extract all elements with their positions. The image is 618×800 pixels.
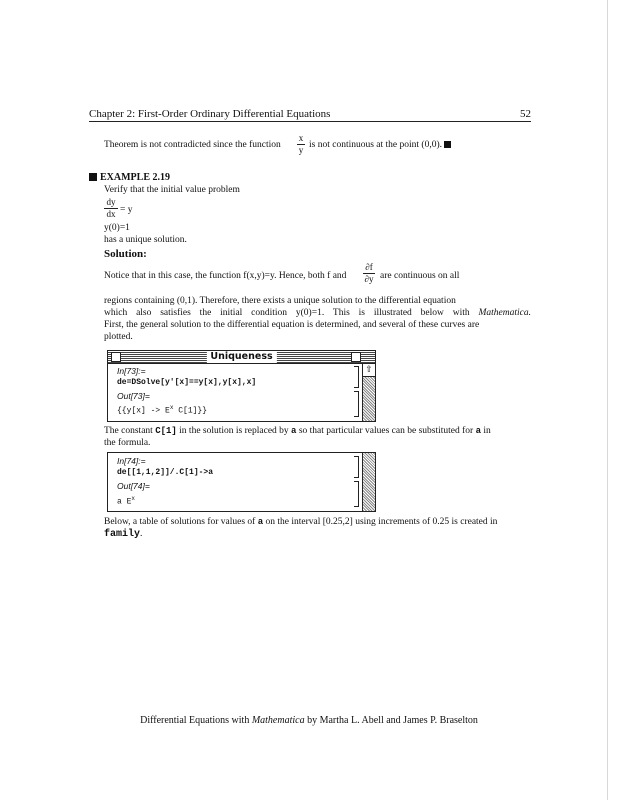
fraction-numerator: x: [298, 133, 304, 143]
partial-denominator: ∂y: [364, 274, 374, 284]
output-cell-bracket[interactable]: [354, 391, 359, 417]
constant-text-end: in: [483, 426, 491, 436]
initial-condition: y(0)=1: [104, 223, 130, 233]
window-title: Uniqueness: [206, 351, 276, 363]
constant-text-after: so that particular values can be substituted for: [298, 426, 474, 436]
partial-fraction: [363, 263, 375, 284]
ode-fraction: [104, 198, 118, 219]
vertical-scrollbar[interactable]: [362, 377, 375, 421]
output-label: Out[74]=: [117, 481, 150, 491]
page-footer: [0, 715, 618, 726]
output-code: [117, 495, 135, 507]
notebook-window-uniqueness: [107, 350, 376, 422]
solution-line4: First, the general solution to the differential equation is determined, and several of these curves are: [104, 320, 480, 330]
example-heading: [89, 172, 170, 184]
ode-denominator: dx: [106, 209, 116, 219]
footer-text-after: by Martha L. Abell and James P. Braselton: [307, 715, 478, 726]
page-edge-line: [607, 0, 608, 800]
notebook-window-cell-74: [107, 452, 376, 512]
example-square-icon: [89, 173, 97, 181]
solution-line3-italic: Mathematica.: [478, 308, 531, 318]
input-code[interactable]: de[[1,1,2]]/.C[1]->a: [117, 468, 214, 477]
constant-text-line1: [104, 425, 491, 437]
ode-numerator: dy: [106, 197, 116, 207]
solution-line1-before: Notice that in this case, the function f(x,y)=y. Hence, both f and: [104, 271, 347, 281]
below-code-a: a: [257, 517, 264, 527]
output-label: Out[73]=: [117, 391, 150, 401]
below-code-family: family: [104, 529, 141, 540]
zoom-box-icon[interactable]: [351, 352, 361, 362]
output-exponent: x: [131, 495, 136, 502]
example-claim: has a unique solution.: [104, 235, 187, 245]
page-number: 52: [520, 108, 531, 120]
constant-text-before: The constant: [104, 426, 153, 436]
constant-text-line2: the formula.: [104, 438, 151, 448]
output-cell-bracket[interactable]: [354, 481, 359, 507]
header-rule: [89, 121, 531, 122]
example-intro: Verify that the initial value problem: [104, 185, 240, 195]
end-of-proof-square-icon: [444, 141, 451, 148]
theorem-text-before: Theorem is not contradicted since the function: [104, 140, 281, 150]
input-cell-bracket[interactable]: [354, 366, 359, 388]
partial-numerator: ∂f: [365, 262, 373, 272]
input-label: In[74]:=: [117, 456, 146, 466]
below-text-end: .: [140, 529, 143, 539]
constant-text-middle: in the solution is replaced by: [179, 426, 289, 436]
below-text-line1: [104, 516, 497, 528]
theorem-fraction: [297, 134, 305, 155]
solution-heading: Solution:: [104, 248, 147, 260]
solution-line2: regions containing (0,1). Therefore, there exists a unique solution to the differential equation: [104, 296, 456, 306]
footer-italic: Mathematica: [251, 715, 305, 726]
scroll-up-arrow-icon[interactable]: ⇧: [362, 364, 375, 377]
output-code-tail: C[1]}}: [173, 406, 208, 416]
example-heading-label: EXAMPLE 2.19: [100, 172, 170, 183]
vertical-scrollbar[interactable]: [362, 453, 375, 511]
output-exponent: x: [169, 404, 174, 411]
theorem-text-after-label: is not continuous at the point (0,0).: [309, 140, 442, 150]
solution-line3: [104, 307, 531, 319]
fraction-denominator: y: [298, 145, 304, 155]
output-code-main: a E: [117, 497, 132, 507]
solution-line1-after: are continuous on all: [380, 271, 460, 281]
constant-code-c1: C[1]: [155, 426, 177, 436]
constant-code-a: a: [291, 426, 297, 436]
output-code: [117, 404, 207, 416]
below-text-after: on the interval [0.25,2] using increments of 0.25 is created in: [265, 517, 498, 527]
input-code[interactable]: de=DSolve[y'[x]==y[x],y[x],x]: [117, 378, 257, 387]
constant-code-a-second: a: [475, 426, 481, 436]
solution-line5: plotted.: [104, 332, 133, 342]
below-text-line2: [104, 528, 142, 541]
chapter-title: Chapter 2: First-Order Ordinary Differential Equations: [89, 108, 331, 120]
input-cell-bracket[interactable]: [354, 456, 359, 478]
output-code-main: {{y[x] -> E: [117, 406, 170, 416]
window-title-bar[interactable]: [108, 351, 375, 364]
below-text-before: Below, a table of solutions for values of: [104, 517, 256, 527]
ode-rhs: = y: [120, 205, 133, 215]
close-box-icon[interactable]: [111, 352, 121, 362]
footer-text-before: Differential Equations with: [140, 715, 250, 726]
theorem-text-after: [309, 139, 451, 151]
solution-line3-text: which also satisfies the initial condition y(0)=1. This is illustrated below with: [104, 308, 470, 318]
input-label: In[73]:=: [117, 366, 146, 376]
